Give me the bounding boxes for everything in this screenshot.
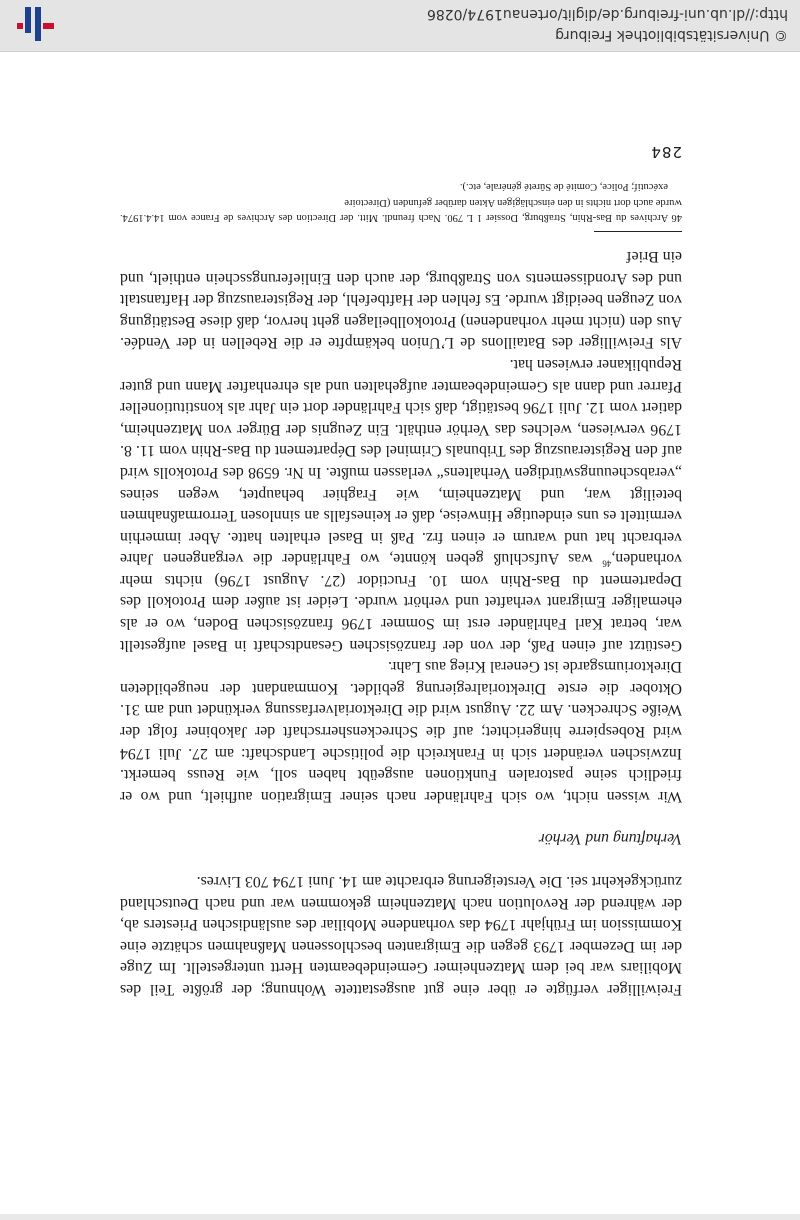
page-number: 284: [650, 142, 682, 161]
university-logo-icon: [14, 5, 58, 43]
paragraph: Freiwilliger verfügte er über eine gut ausgestattete Wohnung; der größte Teil des Mobiliars war bei dem Matzenheimer Gemeindebeamten Hertt untergestellt. Im Zuge der im Dezember 1793 gegen die Emigranten beschlossenen Maßnahmen schätzte eine Kommission im Frühjahr 1794 das vorhandene Mobiliar des ausländischen Priesters ab, der während der Revolution nach Matzenheim gekommen war und nach Deutschland zurückgekehrt sei. Die Versteigerung erbrachte am 14. Juni 1794 703 Livres.: [120, 873, 682, 998]
footnote: 46 Archives du Bas-Rhin, Straßburg, Dossier 1 L 790. Nach freundl. Mitt. der Direction des Archives de France vom 14.4.1974. wurde auch dort nichts in den einschlägigen Akten darüber gefunden (Directoire: [120, 196, 682, 224]
document-page: [120, 143, 682, 1000]
copyright-notice: © Universitätsbibliothek Freiburg: [555, 27, 788, 43]
footnote-reference[interactable]: 46: [602, 558, 612, 569]
section-heading: Verhaftung und Verhör: [538, 830, 682, 848]
paragraph: [120, 353, 682, 655]
paragraph-text: was Aufschluß geben könnte, wo Fahrländer die vergangenen Jahre verbracht hat und warum er einen frz. Paß in Basel erhalten hatte. Aber immerhin vermittelt es uns eindeutige Hinweise, daß er keinesfalls an sinnlosen Terrormaßnahmen beteiligt war, und Matzenheim, wie Fraghier behauptet, wegen seines „verabscheuungswürdigen Verhaltens“ verlassen mußte. In Nr. 6598 des Protokolls wird auf den Registerauszug des Tribunals Criminel des Département du Bas-Rhin vom 11. 8. 1796 verwiesen, welches das Verhör enthält. Ein Zeugnis der Bürger von Matzenheim, datiert vom 12. Juli 1796 bestätigt, daß sich Fahrländer dort ein Jahr als konstitutioneller Pfarrer und dann als Gemeindebeamter aufgehalten und als ehrenhafter Mann und guter Republikaner erwiesen hat.: [120, 355, 682, 568]
library-info-bar: [0, 0, 800, 52]
paragraph: Wir wissen nicht, wo sich Fahrländer nach seiner Emigration aufhielt, und wo er friedlich seine pastoralen Funktionen ausgeübt haben soll, wie Reuss bemerkt. Inzwischen verändert sich in Frankreich die politische Landschaft: am 27. Juli 1794 wird Robespierre hingerichtet; auf die Schreckensherrschaft der Jakobiner folgt der Weiße Schrecken. Am 22. August wird die Direktorialverfassung verkündet und am 31. Oktober die erste Direktorialregierung gebildet. Kommandant der neugebildeten Direktoriumsgarde ist General Krieg aus Lahr.: [120, 658, 682, 805]
viewer-bottom-strip: [0, 1214, 800, 1220]
paragraph-text: Gestützt auf einen Paß, der von der französischen Gesandtschaft in Basel aufgestellt war, betrat Karl Fahrländer erst im Sommer 1796 französischen Boden, wo er als ehemaliger Emigrant verhaftet und verhört wurde. Leider ist außer dem Protokoll des Departement du Bas-Rhin vom 10. Fructidor (27. August 1796) nichts mehr vorhanden,: [120, 550, 682, 654]
footnote-continuation: exécutif; Police, Comité de Sûreté générale, etc.).: [459, 181, 668, 193]
paragraph: Als Freiwilliger des Bataillons de L’Union bekämpfte er die Rebellen in der Vendée. Aus den (nicht mehr vorhandenen) Protokollbeilagen geht hervor, daß diese Bestätigung von Zeugen beeidigt wurde. Es fehlen der Haftbefehl, der Registerauszug der Haftanstalt und des Arondissements von Straßburg, der auch den Einlieferungsschein enthielt, und ein Brief: [120, 248, 682, 352]
permalink-url[interactable]: http://dl.ub.uni-freiburg.de/diglit/ortenau1974/0286: [426, 6, 788, 22]
footnote-divider: [594, 231, 682, 232]
